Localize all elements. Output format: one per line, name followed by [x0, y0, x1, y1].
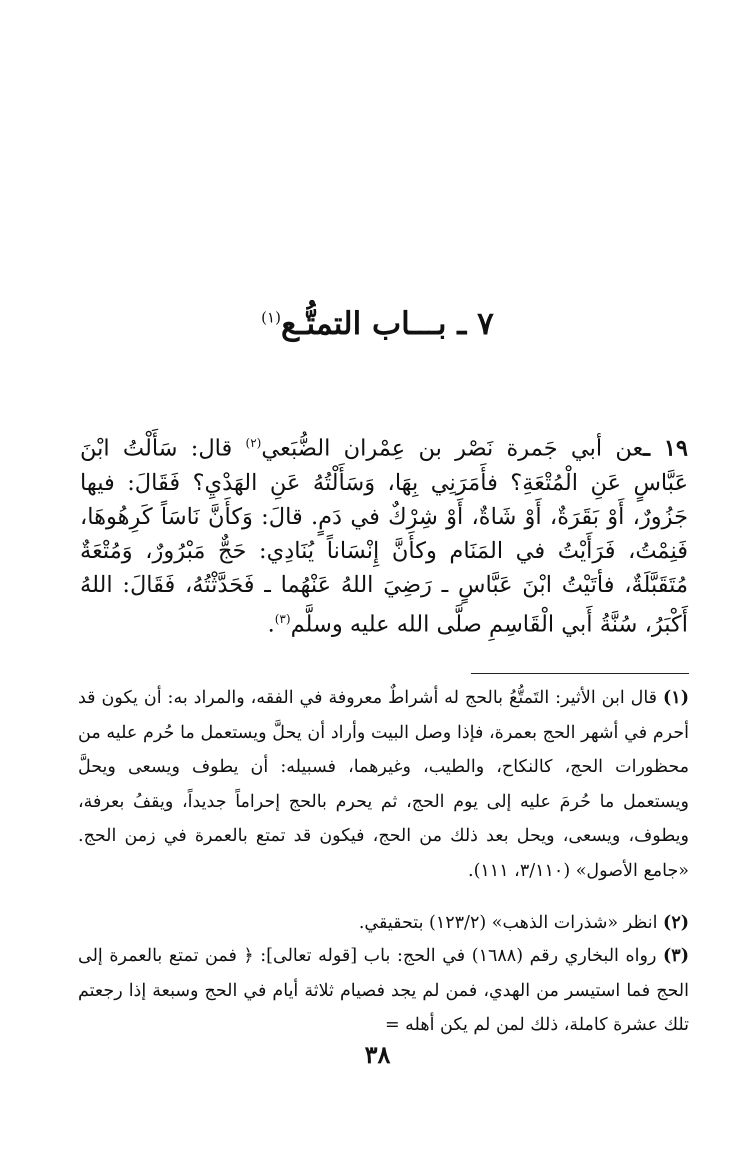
hadith-number: ١٩ ـ: [643, 435, 689, 462]
footnote-1-number: (١): [663, 688, 689, 708]
hadith-text: [80, 426, 688, 641]
footnote-1-text: قال ابن الأثير: التَمتُّعُ بالحج له أشراطٌ معروفة في الفقه، والمراد به: أن يكون قد أحرم في أشهر الحج بعمرة، فإذا وصل البيت وأراد أن يحلَّ ويستعمل ما حُرم عليه من محظورات الحج، كالنكاح، والطيب، وغيرهما، فسبيله: أن يطوف ويسعى ويحلَّ ويستعمل ما حُرمَ عليه إلى يوم الحج، ثم يحرم بالحج إحراماً جديداً، ويقفُ بعرفة، ويطوف، ويسعى، ويحل بعد ذلك من الحج، فيكون قد تمتع بالعمرة في زمن الحج. «جامع الأصول» (٣/١١٠، ١١١).: [78, 688, 689, 881]
chapter-title-text: ٧ ـ بـــاب التمتُّـع: [280, 306, 494, 342]
hadith-body: قال: سَأَلْتُ ابْنَ عَبَّاسٍ عَنِ الْمُتْعَةِ؟ فأَمَرَنِي بِهَا، وَسَأَلْتُهُ عَنِ الهَدْيِ؟ فَقَالَ: فيها جَزُورٌ، أَوْ بَقَرَةٌ، أَوْ شَاةٌ، أَوْ شِرْكٌ في دَمٍ. قالَ: وَكأَنَّ نَاسَاً كَرِهُوهَا، فَنِمْتُ، فَرَأَيْتُ في المَنَام وكأَنَّ إِنْسَاناً يُنَادِي: حَجٌّ مَبْرُورٌ، وَمُتْعَةٌ مُتَقَبَّلَةٌ، فأتَيْتُ ابْنَ عَبَّاسٍ ـ رَضِيَ اللهُ عَنْهُما ـ فَحَدَّثْتُهُ، فَقَالَ: اللهُ أَكْبَرُ، سُنَّةُ أَبي الْقَاسِمِ صلَّى الله عليه وسلَّم: [80, 435, 688, 637]
footnote-3: [78, 939, 689, 1043]
footnote-3-text: رواه البخاري رقم (١٦٨٨) في الحج: باب [قوله تعالى]: ﴿ فمن تمتع بالعمرة إلى الحج فما استيسر من الهدي، فمن لم يجد فصيام ثلاثة أيام في الحج وسبعة إذا رجعتم تلك عشرة كاملة، ذلك لمن لم يكن أهله =: [78, 946, 689, 1035]
chapter-footnote-ref: (١): [261, 308, 281, 327]
hadith-end: .: [267, 611, 275, 637]
footnote-2: [78, 906, 689, 941]
footnote-divider: [471, 673, 689, 674]
chapter-title: [0, 306, 755, 342]
hadith-narrator: عن أبي جَمرة نَصْر بن عِمْران الضُّبَعي: [261, 435, 644, 462]
footnote-3-number: (٣): [663, 946, 689, 966]
footnote-2-number: (٢): [663, 913, 689, 933]
page-number: ٣٨: [364, 1040, 391, 1069]
footnote-1: [78, 681, 689, 888]
hadith-footnote-ref-3: (٣): [274, 611, 291, 626]
hadith-footnote-ref-2: (٢): [245, 436, 262, 450]
footnote-2-text: انظر «شذرات الذهب» (١٢٣/٢) بتحقيقي.: [358, 913, 658, 933]
